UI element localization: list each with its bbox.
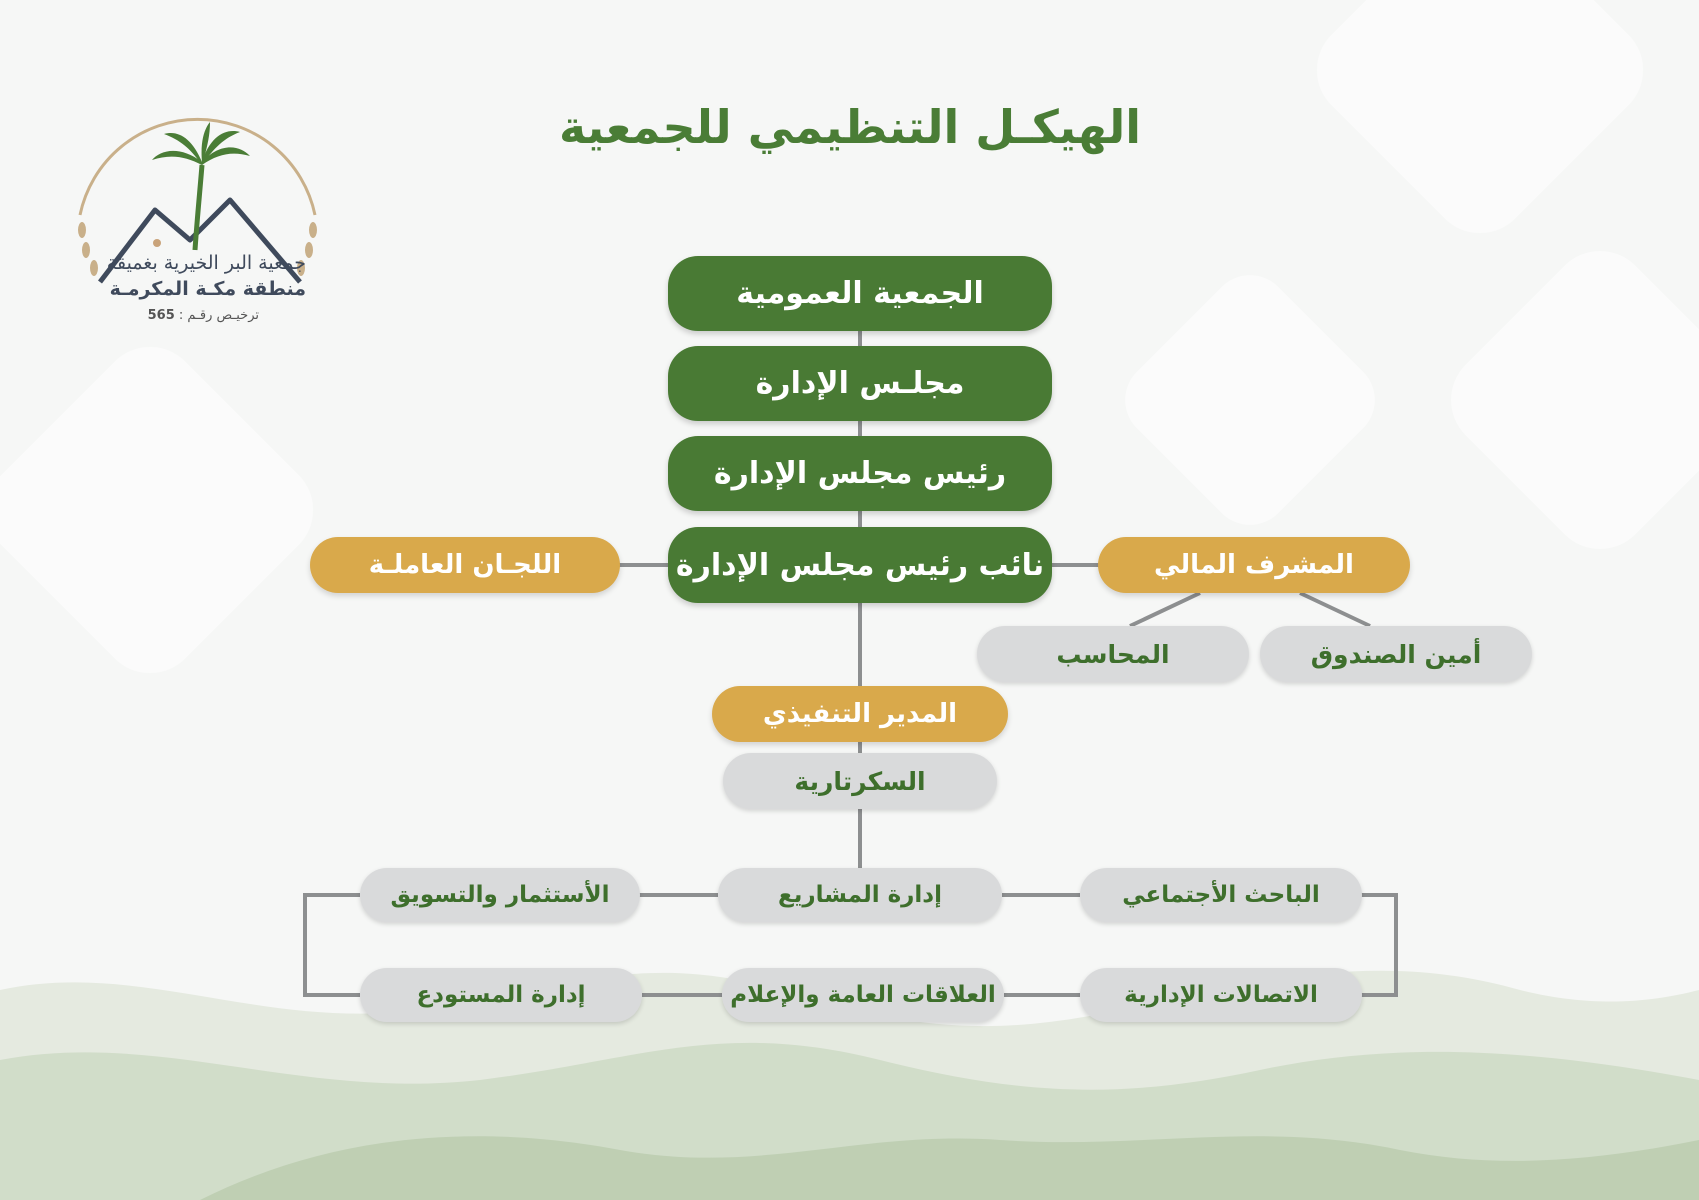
node-projects-management: إدارة المشاريع (718, 868, 1002, 922)
node-public-relations-media: العلاقات العامة والإعلام (722, 968, 1004, 1022)
node-investment-marketing: الأستثمار والتسويق (360, 868, 640, 922)
node-accountant: المحاسب (977, 626, 1249, 682)
license-label: ترخيـص رقـم : (178, 308, 259, 323)
node-board-chairman: رئيس مجلس الإدارة (668, 436, 1052, 511)
node-secretariat: السكرتارية (723, 753, 997, 809)
node-warehouse-management: إدارة المستودع (360, 968, 642, 1022)
node-working-committees: اللجـان العاملـة (310, 537, 620, 593)
logo-region: منطقة مكـة المكرمـة (109, 278, 306, 300)
node-board-of-directors: مجلـس الإدارة (668, 346, 1052, 421)
node-executive-director: المدير التنفيذي (712, 686, 1008, 742)
node-treasurer: أمين الصندوق (1260, 626, 1532, 682)
node-financial-supervisor: المشرف المالي (1098, 537, 1410, 593)
license-number: 565 (147, 308, 175, 323)
node-vice-chairman: نائب رئيس مجلس الإدارة (668, 527, 1052, 603)
node-social-researcher: الباحث الأجتماعي (1080, 868, 1362, 922)
node-admin-communications: الاتصالات الإدارية (1080, 968, 1362, 1022)
logo-org-name: جمعية البر الخيرية بغميقة (106, 252, 306, 274)
node-general-assembly: الجمعية العمومية (668, 256, 1052, 331)
page-title: الهيكـل التنظيمي للجمعية (559, 100, 1141, 154)
